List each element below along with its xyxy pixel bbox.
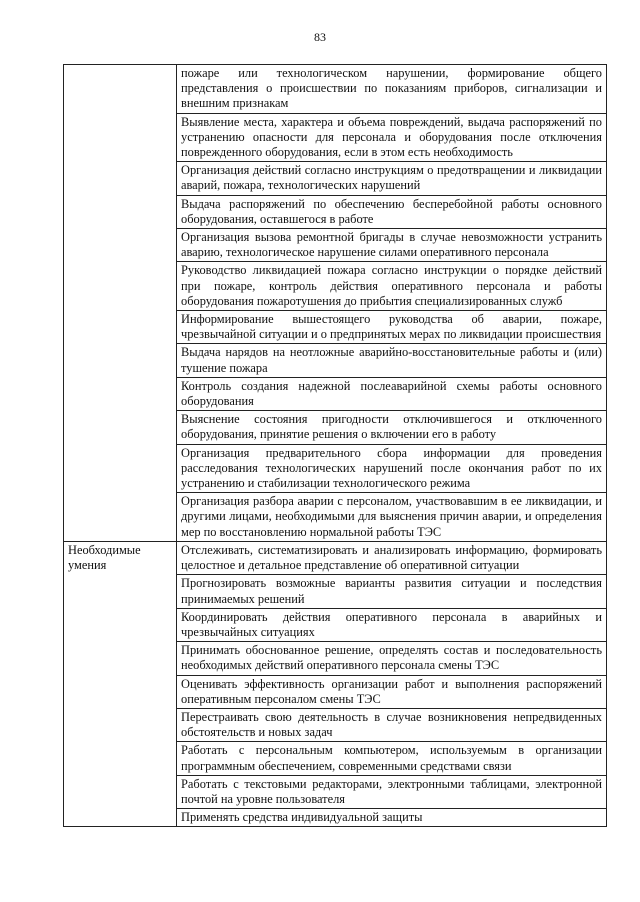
skill-cell: Прогнозировать возможные варианты развития ситуации и последствия принимаемых решений: [177, 575, 607, 608]
skill-cell: Перестраивать свою деятельность в случае возникновения непредвиденных обстоятельств и новых задач: [177, 708, 607, 741]
task-cell: Информирование вышестоящего руководства об аварии, пожаре, чрезвычайной ситуации и о предпринятых мерах по ликвидации происшествия: [177, 311, 607, 344]
skill-cell: Принимать обоснованное решение, определять состав и последовательность необходимых действий оперативного персонала смены ТЭС: [177, 642, 607, 675]
task-cell: Организация предварительного сбора информации для проведения расследования технологических нарушений после окончания работ по их устранению и стабилизации технологического режима: [177, 444, 607, 493]
skill-cell: Оценивать эффективность организации работ и выполнения распоряжений оперативным персоналом смены ТЭС: [177, 675, 607, 708]
task-cell: Руководство ликвидацией пожара согласно инструкции о порядке действий при пожаре, контроль действия оперативного персонала и работы оборудования пожаротушения до прибытия специализированных служб: [177, 262, 607, 311]
table-row: [64, 65, 607, 114]
page-number: 83: [314, 30, 326, 44]
task-cell: Контроль создания надежной послеаварийной схемы работы основного оборудования: [177, 377, 607, 410]
competency-table: [63, 64, 607, 827]
skill-cell: Работать с персональным компьютером, используемым в организации программным обеспечением, современными средствами связи: [177, 742, 607, 775]
task-cell: Выдача нарядов на неотложные аварийно-восстановительные работы и (или) тушение пожара: [177, 344, 607, 377]
skill-cell: Применять средства индивидуальной защиты: [177, 809, 607, 827]
task-cell: Организация действий согласно инструкциям о предотвращении и ликвидации аварий, пожара, технологических нарушений: [177, 162, 607, 195]
task-cell: Выдача распоряжений по обеспечению бесперебойной работы основного оборудования, оставшегося в работе: [177, 195, 607, 228]
table-row: [64, 541, 607, 574]
continued-label-cell: [64, 65, 177, 542]
skills-label: Необходимые умения: [64, 541, 177, 826]
skill-cell: Отслеживать, систематизировать и анализировать информацию, формировать целостное и детальное представление об оперативной ситуации: [177, 541, 607, 574]
task-cell: Выявление места, характера и объема повреждений, выдача распоряжений по устранению опасности для персонала и оборудования после отключения поврежденного оборудования, если в этом есть необходимость: [177, 113, 607, 162]
task-cell: Организация разбора аварии с персоналом, участвовавшим в ее ликвидации, и другими лицами, необходимыми для выяснения причин аварии, и определения мер по восстановлению нормальной работы ТЭС: [177, 493, 607, 542]
task-cell: Организация вызова ремонтной бригады в случае невозможности устранить аварию, технологическое нарушение силами оперативного персонала: [177, 229, 607, 262]
skill-cell: Координировать действия оперативного персонала в аварийных и чрезвычайных ситуациях: [177, 608, 607, 641]
skill-cell: Работать с текстовыми редакторами, электронными таблицами, электронной почтой на уровне пользователя: [177, 775, 607, 808]
task-cell: Выяснение состояния пригодности отключившегося и отключенного оборудования, принятие решения о включении его в работу: [177, 411, 607, 444]
task-cell: пожаре или технологическом нарушении, формирование общего представления о происшествии по показаниям приборов, сигнализации и внешним признакам: [177, 65, 607, 114]
